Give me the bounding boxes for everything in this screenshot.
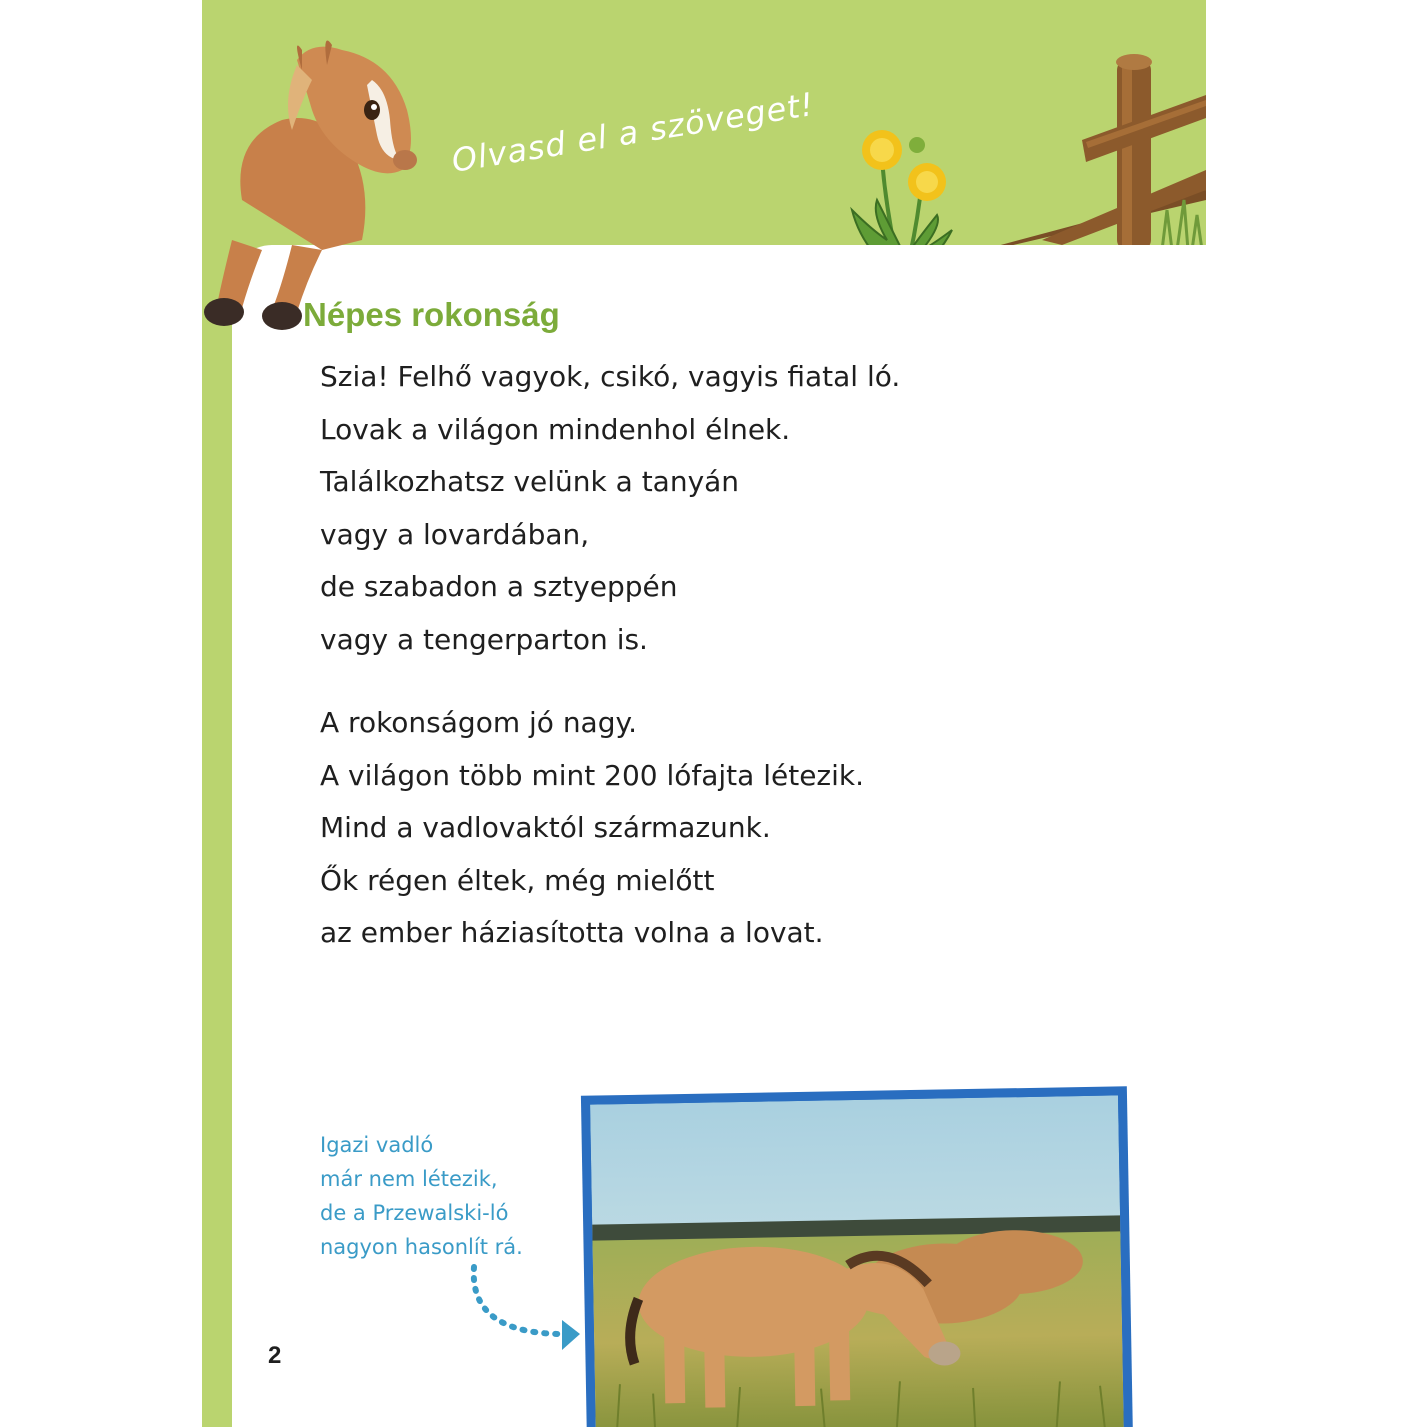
fence-illustration: [982, 40, 1206, 250]
text-line: az ember háziasította volna a lovat.: [320, 916, 824, 949]
instruction-heading: Olvasd el a szöveget!: [449, 84, 817, 180]
text-line: Találkozhatsz velünk a tanyán: [320, 465, 740, 498]
text-line: Lovak a világon mindenhol élnek.: [320, 412, 791, 446]
caption-line: nagyon hasonlít rá.: [320, 1235, 523, 1259]
caption-line: már nem létezik,: [320, 1167, 498, 1191]
page: [202, 0, 1206, 1427]
text-line: A világon több mint 200 lófajta létezik.: [320, 758, 865, 792]
text-line: Ők régen éltek, még mielőtt: [320, 863, 715, 897]
text-line: A rokonságom jó nagy.: [320, 706, 637, 739]
text-line: vagy a lovardában,: [320, 517, 590, 551]
caption-line: Igazi vadló: [320, 1133, 434, 1157]
page-number: 2: [268, 1342, 282, 1369]
caption-line: de a Przewalski-ló: [320, 1201, 509, 1225]
text-line: vagy a tengerparton is.: [320, 622, 648, 656]
paragraph-2: [320, 697, 864, 960]
paragraph-1: [320, 351, 900, 666]
arrow-icon: [464, 1262, 584, 1362]
text-line: Mind a vadlovaktól származunk.: [320, 811, 771, 844]
horses-photo: [581, 1086, 1133, 1427]
photo-caption: [320, 1128, 523, 1264]
text-line: de szabadon a sztyeppén: [320, 570, 678, 603]
foal-illustration: [202, 40, 432, 340]
page-title: Népes rokonság: [303, 296, 560, 333]
text-line: Szia! Felhő vagyok, csikó, vagyis fiatal ló.: [320, 360, 901, 393]
